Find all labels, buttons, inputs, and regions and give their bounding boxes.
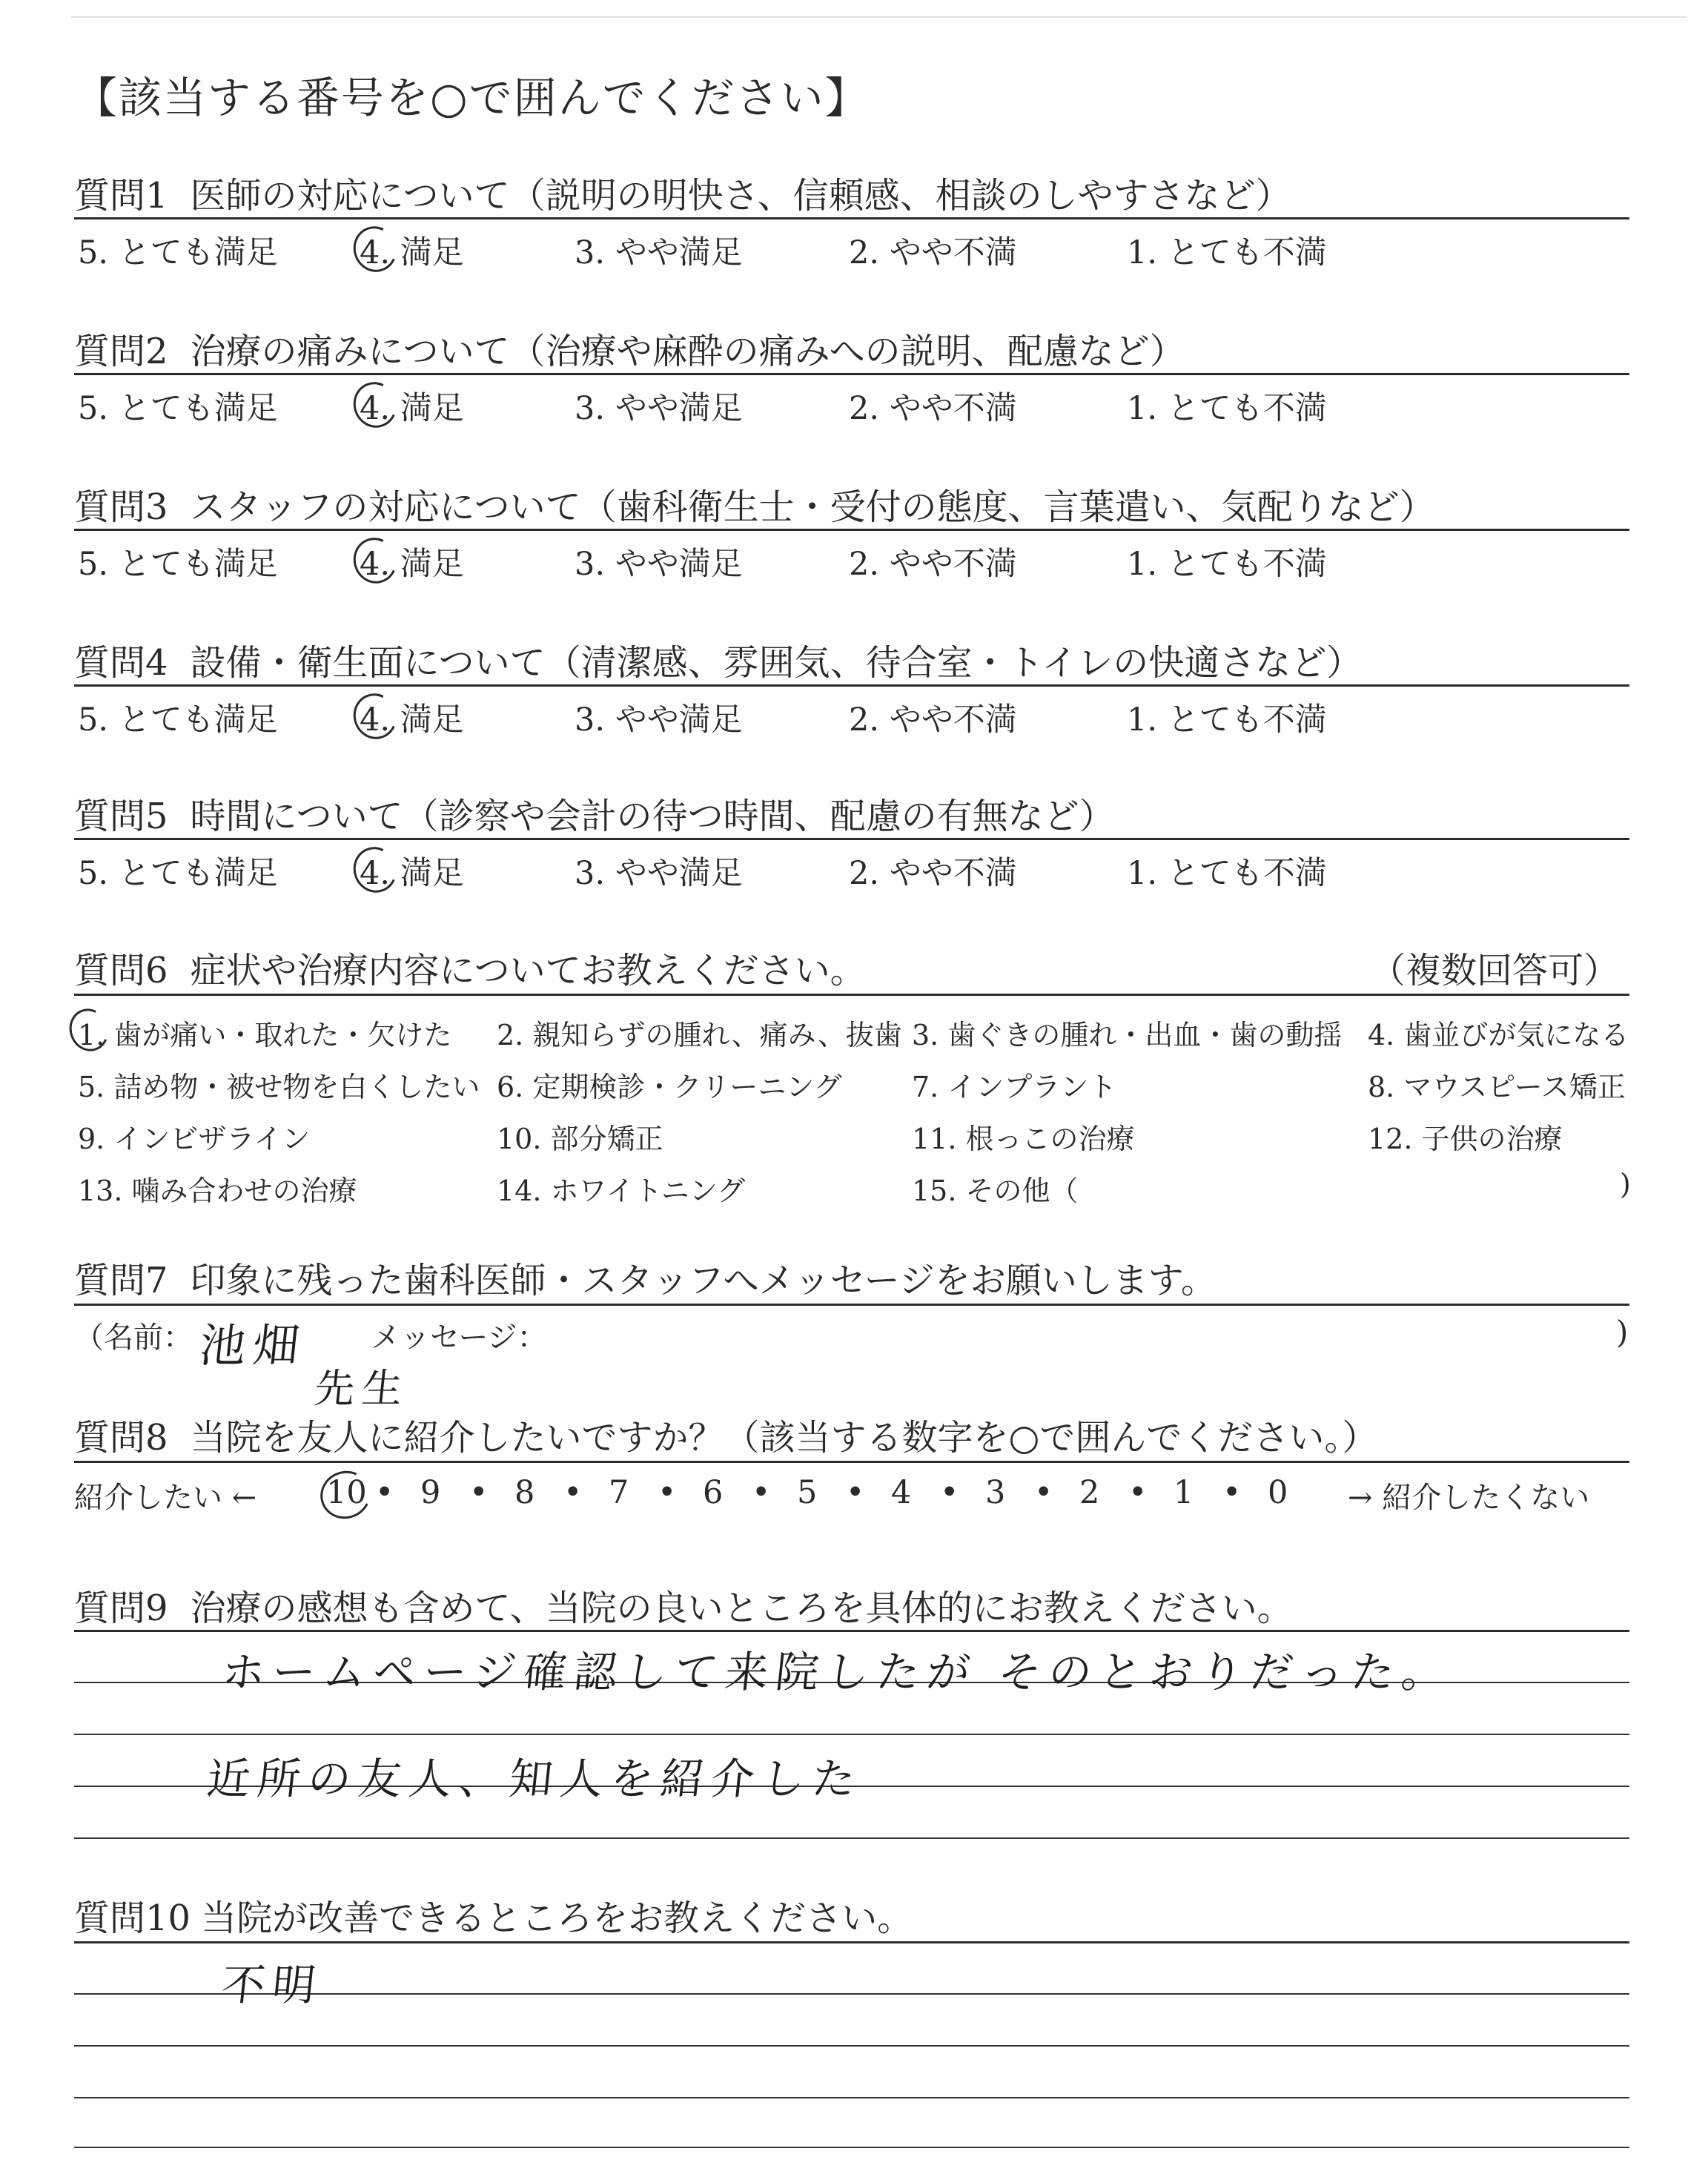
q9-number: 質問9 <box>74 1588 168 1629</box>
q2-option-2[interactable]: 2. やや不満 <box>849 390 1017 427</box>
q8-score-1[interactable]: 1 <box>1174 1474 1194 1511</box>
q1-rule <box>74 217 1629 219</box>
top-divider <box>70 16 1687 18</box>
q7-close: ) <box>1616 1314 1629 1350</box>
q6-option-1[interactable]: 1. 歯が痛い・取れた・欠けた <box>78 1019 452 1051</box>
q4-rule <box>74 684 1629 687</box>
q8-score-0[interactable]: 0 <box>1268 1474 1288 1511</box>
q4-heading <box>74 634 1362 685</box>
q8-left-label: 紹介したい ← <box>74 1481 257 1515</box>
q6-option-12[interactable]: 12. 子供の治療 <box>1368 1123 1563 1155</box>
q8-selection-circle <box>314 1464 377 1525</box>
q8-text: 当院を友人に紹介したいですか？（該当する数字を○で囲んでください。） <box>190 1417 1378 1459</box>
q3-option-1[interactable]: 1. とても不満 <box>1127 546 1327 583</box>
q1-text: 医師の対応について（説明の明快さ、信頼感、相談のしやすさなど） <box>190 175 1291 217</box>
q6-option-7[interactable]: 7. インプラント <box>912 1071 1117 1103</box>
q8-separator: • <box>752 1474 771 1511</box>
q8-number: 質問8 <box>74 1417 168 1459</box>
q4-option-3[interactable]: 3. やや満足 <box>575 701 743 739</box>
q8-score-9[interactable]: 9 <box>420 1474 441 1511</box>
q8-score-6[interactable]: 6 <box>703 1474 724 1511</box>
q1-option-2[interactable]: 2. やや不満 <box>849 234 1017 271</box>
q2-option-3[interactable]: 3. やや満足 <box>575 390 743 427</box>
q3-text: スタッフの対応について（歯科衛生士・受付の態度、言葉遣い、気配りなど） <box>190 486 1435 528</box>
q4-number: 質問4 <box>74 642 168 684</box>
q5-option-4[interactable]: 4. 満足 <box>360 855 464 892</box>
q8-rule <box>74 1461 1629 1463</box>
q5-rule <box>74 838 1629 840</box>
q2-number: 質問2 <box>74 331 168 372</box>
q6-option-5[interactable]: 5. 詰め物・被せ物を白くしたい <box>78 1071 480 1103</box>
q3-option-2[interactable]: 2. やや不満 <box>849 546 1017 583</box>
q10-handwritten-answer: 不明 <box>219 1960 326 2010</box>
q8-score-8[interactable]: 8 <box>514 1474 535 1511</box>
q1-number: 質問1 <box>74 175 168 217</box>
q1-heading <box>74 167 1291 218</box>
q6-option-14[interactable]: 14. ホワイトニング <box>497 1175 746 1207</box>
q9-text: 治療の感想も含めて、当院の良いところを具体的にお教えください。 <box>190 1588 1293 1629</box>
q4-option-5[interactable]: 5. とても満足 <box>78 701 278 739</box>
q9-handwritten-line-1: ホームページ確認して来院したが そのとおりだった。 <box>219 1647 1455 1697</box>
q3-heading <box>74 478 1435 529</box>
q3-option-5[interactable]: 5. とても満足 <box>78 546 278 583</box>
q8-separator: • <box>1128 1474 1148 1511</box>
q2-heading <box>74 323 1185 374</box>
q8-right-label: → 紹介したくない <box>1348 1481 1590 1515</box>
q9-heading <box>74 1579 1293 1631</box>
q8-score-3[interactable]: 3 <box>985 1474 1006 1511</box>
q9-handwritten-line-2: 近所の友人、知人を紹介した <box>204 1754 866 1804</box>
q5-option-5[interactable]: 5. とても満足 <box>78 855 278 892</box>
q6-text: 症状や治療内容についてお教えください。 <box>190 950 866 991</box>
q8-score-4[interactable]: 4 <box>891 1474 912 1511</box>
q6-other-close: ) <box>1620 1168 1631 1200</box>
q8-separator: • <box>375 1474 394 1511</box>
q6-option-3[interactable]: 3. 歯ぐきの腫れ・出血・歯の動揺 <box>912 1019 1343 1051</box>
q8-heading <box>74 1409 1377 1460</box>
q1-option-3[interactable]: 3. やや満足 <box>575 234 743 271</box>
q10-number: 質問10 <box>74 1898 191 1939</box>
q5-number: 質問5 <box>74 796 168 837</box>
q7-name-label: （名前： <box>74 1321 193 1355</box>
q7-message-label: メッセージ： <box>371 1321 547 1355</box>
q6-heading <box>74 942 866 993</box>
q4-option-4[interactable]: 4. 満足 <box>360 701 464 739</box>
q2-option-1[interactable]: 1. とても不満 <box>1127 390 1327 427</box>
q6-option-13[interactable]: 13. 噛み合わせの治療 <box>78 1175 357 1207</box>
q7-handwritten-name: 池畑 <box>196 1318 310 1373</box>
q4-text: 設備・衛生面について（清潔感、雰囲気、待合室・トイレの快適さなど） <box>190 642 1363 684</box>
q2-option-4[interactable]: 4. 満足 <box>360 390 464 427</box>
q10-heading <box>74 1889 913 1941</box>
q9-answer-line <box>74 1837 1629 1839</box>
q6-option-8[interactable]: 8. マウスピース矯正 <box>1368 1071 1626 1103</box>
q6-option-9[interactable]: 9. インビザライン <box>78 1123 311 1155</box>
q6-option-6[interactable]: 6. 定期検診・クリーニング <box>497 1071 842 1103</box>
q4-option-2[interactable]: 2. やや不満 <box>849 701 1017 739</box>
q3-number: 質問3 <box>74 486 168 528</box>
q6-option-15[interactable]: 15. その他（ <box>912 1175 1079 1207</box>
q10-answer-line <box>74 2147 1629 2148</box>
q1-option-4[interactable]: 4. 満足 <box>360 234 464 271</box>
q8-score-7[interactable]: 7 <box>609 1474 629 1511</box>
q2-text: 治療の痛みについて（治療や麻酔の痛みへの説明、配慮など） <box>190 331 1185 372</box>
q5-option-3[interactable]: 3. やや満足 <box>575 855 743 892</box>
q10-rule <box>74 1941 1629 1943</box>
q6-rule <box>74 994 1629 996</box>
q7-heading <box>74 1252 1217 1303</box>
q6-option-2[interactable]: 2. 親知らずの腫れ、痛み、抜歯 <box>497 1019 902 1051</box>
page-title: 【該当する番号を○で囲んでください】 <box>74 73 870 123</box>
q4-option-1[interactable]: 1. とても不満 <box>1127 701 1327 739</box>
q8-separator: • <box>1034 1474 1053 1511</box>
q6-option-10[interactable]: 10. 部分矯正 <box>497 1123 663 1155</box>
q8-separator: • <box>846 1474 865 1511</box>
q7-handwritten-title: 先生 <box>312 1365 412 1412</box>
q5-heading <box>74 787 1115 839</box>
q5-option-2[interactable]: 2. やや不満 <box>849 855 1017 892</box>
q10-answer-line <box>74 2097 1629 2098</box>
q7-number: 質問7 <box>74 1260 168 1301</box>
q8-score-10[interactable]: 10 <box>326 1474 367 1511</box>
q7-text: 印象に残った歯科医師・スタッフへメッセージをお願いします。 <box>190 1260 1217 1301</box>
q7-rule <box>74 1304 1629 1306</box>
q9-answer-line <box>74 1734 1629 1735</box>
q5-text: 時間について（診察や会計の待つ時間、配慮の有無など） <box>190 796 1115 837</box>
q10-text: 当院が改善できるところをお教えください。 <box>201 1898 913 1939</box>
q3-option-4[interactable]: 4. 満足 <box>360 546 464 583</box>
q6-note: （複数回答可） <box>1370 950 1620 991</box>
q8-separator: • <box>563 1474 583 1511</box>
q9-rule <box>74 1630 1629 1632</box>
q8-score-5[interactable]: 5 <box>797 1474 818 1511</box>
q6-number: 質問6 <box>74 950 168 991</box>
q8-separator: • <box>940 1474 959 1511</box>
q1-option-5[interactable]: 5. とても満足 <box>78 234 278 271</box>
q5-option-1[interactable]: 1. とても不満 <box>1127 855 1327 892</box>
q8-score-2[interactable]: 2 <box>1079 1474 1100 1511</box>
q8-separator: • <box>658 1474 677 1511</box>
q3-option-3[interactable]: 3. やや満足 <box>575 546 743 583</box>
q2-option-5[interactable]: 5. とても満足 <box>78 390 278 427</box>
q2-rule <box>74 373 1629 375</box>
q8-separator: • <box>1222 1474 1242 1511</box>
q3-rule <box>74 529 1629 531</box>
q8-separator: • <box>469 1474 489 1511</box>
q6-option-11[interactable]: 11. 根っこの治療 <box>912 1123 1135 1155</box>
q10-answer-line <box>74 2045 1629 2047</box>
q1-option-1[interactable]: 1. とても不満 <box>1127 234 1327 271</box>
q6-option-4[interactable]: 4. 歯並びが気になる <box>1368 1019 1629 1051</box>
